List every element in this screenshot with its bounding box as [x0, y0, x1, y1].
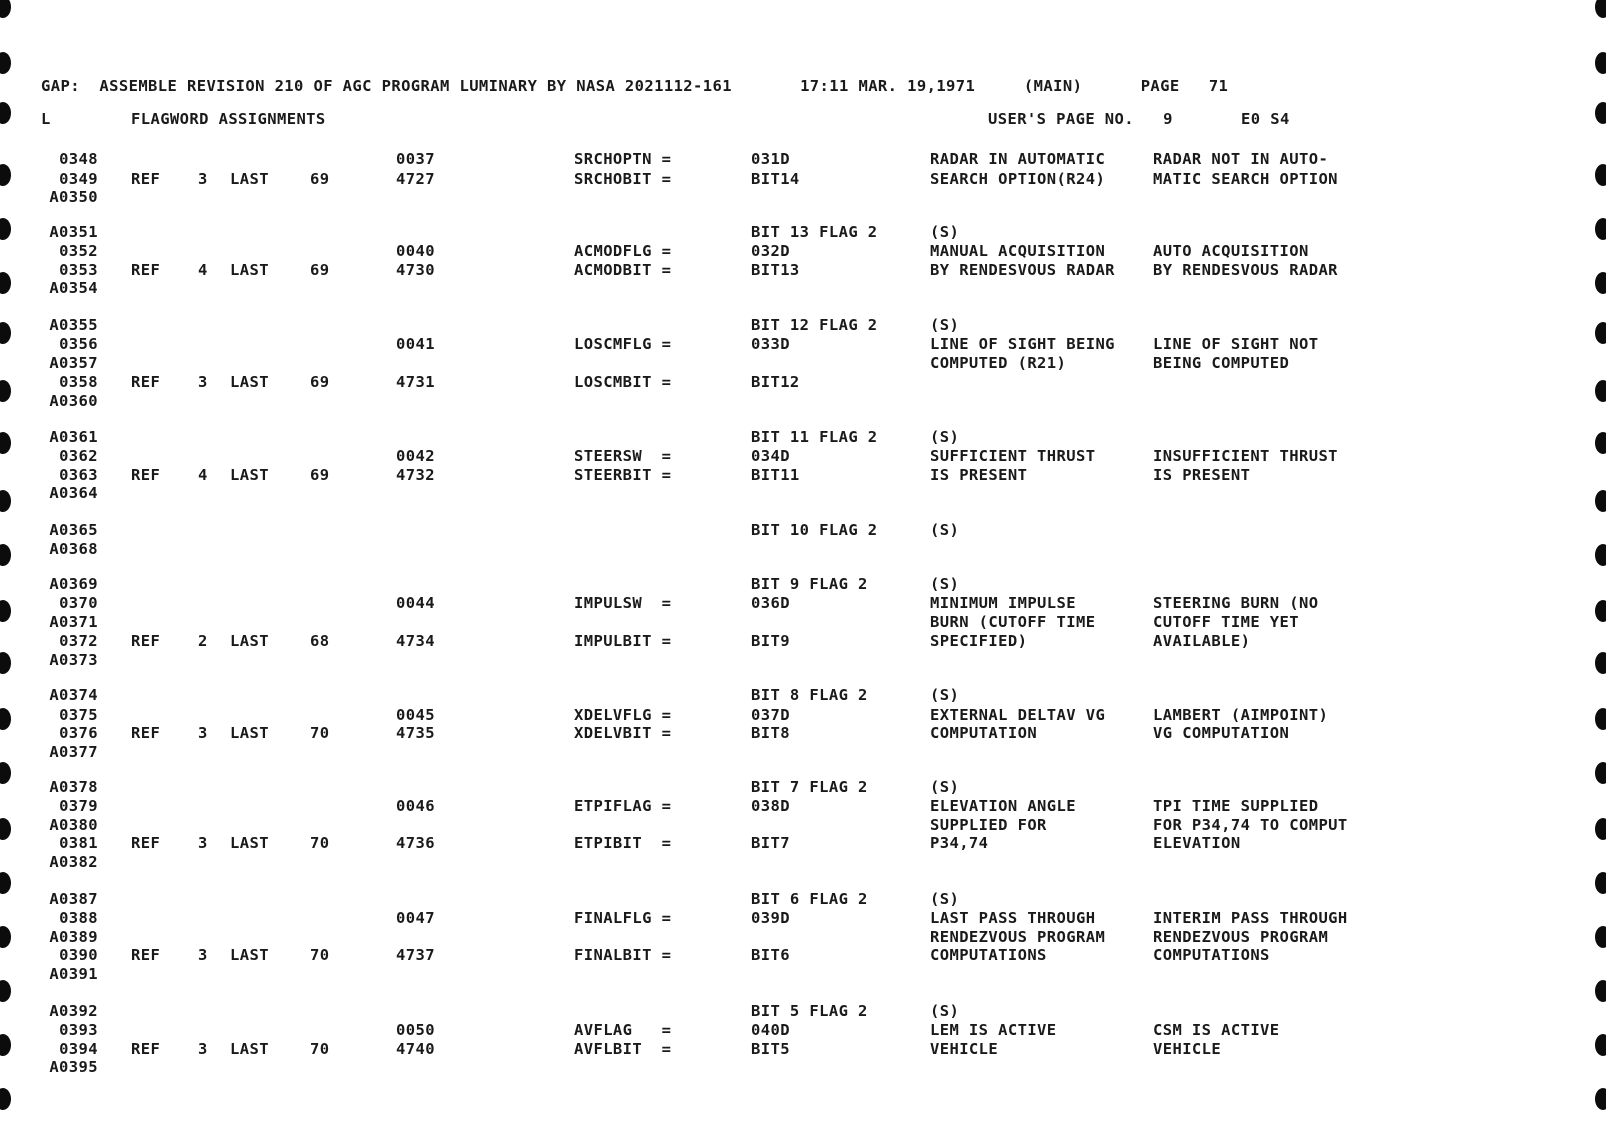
sequence-number: A0364: [49, 484, 98, 502]
last-label: LAST: [230, 946, 269, 964]
sequence-number: 0370: [59, 594, 98, 612]
comment-set: MINIMUM IMPULSE: [930, 594, 1076, 612]
sequence-number: A0373: [49, 651, 98, 669]
listing-line: [0, 724, 1606, 743]
listing-line: [0, 1021, 1606, 1040]
sequence-number: 0390: [59, 946, 98, 964]
column-l-label: L: [41, 110, 51, 128]
section-header: [0, 110, 1606, 129]
comment-reset: CUTOFF TIME YET: [1153, 613, 1299, 631]
last-label: LAST: [230, 466, 269, 484]
address: 0041: [396, 335, 435, 353]
last-page: 68: [310, 632, 330, 650]
address: 4734: [396, 632, 435, 650]
symbol-label: ETPIBIT =: [574, 834, 672, 852]
comment-set: ELEVATION ANGLE: [930, 797, 1076, 815]
last-page: 70: [310, 724, 330, 742]
address: 0050: [396, 1021, 435, 1039]
listing-line: [0, 316, 1606, 335]
operand: BIT9: [751, 632, 790, 650]
operand: 034D: [751, 447, 790, 465]
last-label: LAST: [230, 170, 269, 188]
operand: BIT 11 FLAG 2: [751, 428, 878, 446]
operand: BIT14: [751, 170, 800, 188]
comment-set: RENDEZVOUS PROGRAM: [930, 928, 1106, 946]
sequence-number: A0368: [49, 540, 98, 558]
ref-count: 3: [198, 834, 208, 852]
listing-line: [0, 150, 1606, 169]
ref-label: REF: [131, 466, 161, 484]
comment-set: SUPPLIED FOR: [930, 816, 1047, 834]
sequence-number: A0395: [49, 1058, 98, 1076]
operand: BIT 9 FLAG 2: [751, 575, 868, 593]
sequence-number: 0388: [59, 909, 98, 927]
sequence-number: 0394: [59, 1040, 98, 1058]
listing-line: [0, 484, 1606, 503]
sequence-number: 0356: [59, 335, 98, 353]
listing-line: [0, 373, 1606, 392]
sequence-number: 0362: [59, 447, 98, 465]
sequence-number: 0372: [59, 632, 98, 650]
operand: BIT 8 FLAG 2: [751, 686, 868, 704]
listing-line: [0, 261, 1606, 280]
comment-set: RADAR IN AUTOMATIC: [930, 150, 1106, 168]
ref-label: REF: [131, 170, 161, 188]
listing-line: [0, 706, 1606, 725]
listing-line: [0, 170, 1606, 189]
ref-count: 3: [198, 724, 208, 742]
comment-set: (S): [930, 575, 960, 593]
sequence-number: 0349: [59, 170, 98, 188]
comment-set: EXTERNAL DELTAV VG: [930, 706, 1106, 724]
listing-line: [0, 242, 1606, 261]
symbol-label: LOSCMFLG =: [574, 335, 672, 353]
ref-label: REF: [131, 946, 161, 964]
symbol-label: AVFLAG =: [574, 1021, 672, 1039]
comment-set: IS PRESENT: [930, 466, 1028, 484]
listing-line: [0, 743, 1606, 762]
symbol-label: IMPULBIT =: [574, 632, 672, 650]
listing-line: [0, 928, 1606, 947]
operand: 037D: [751, 706, 790, 724]
symbol-label: FINALFLG =: [574, 909, 672, 927]
comment-set: VEHICLE: [930, 1040, 999, 1058]
symbol-label: LOSCMBIT =: [574, 373, 672, 391]
operand: 040D: [751, 1021, 790, 1039]
header-line: GAP: ASSEMBLE REVISION 210 OF AGC PROGRAM LUMINARY BY NASA 2021112-161 17:11 MAR. 19,1971 (MAIN) PAGE 71: [41, 77, 1229, 95]
operand: BIT12: [751, 373, 800, 391]
comment-reset: RENDEZVOUS PROGRAM: [1153, 928, 1329, 946]
address: 0040: [396, 242, 435, 260]
ref-count: 4: [198, 466, 208, 484]
ref-count: 3: [198, 373, 208, 391]
listing-line: [0, 428, 1606, 447]
listing-line: [0, 632, 1606, 651]
comment-reset: LAMBERT (AIMPOINT): [1153, 706, 1329, 724]
comment-set: (S): [930, 223, 960, 241]
sequence-number: A0354: [49, 279, 98, 297]
listing-line: [0, 686, 1606, 705]
comment-reset: LINE OF SIGHT NOT: [1153, 335, 1319, 353]
listing-line: [0, 1040, 1606, 1059]
comment-reset: VG COMPUTATION: [1153, 724, 1290, 742]
comment-set: COMPUTATIONS: [930, 946, 1047, 964]
listing-line: [0, 816, 1606, 835]
last-page: 69: [310, 466, 330, 484]
listing-line: [0, 335, 1606, 354]
user-page-number: USER'S PAGE NO. 9 E0 S4: [988, 110, 1290, 128]
comment-reset: STEERING BURN (NO: [1153, 594, 1319, 612]
comment-set: SUFFICIENT THRUST: [930, 447, 1096, 465]
listing-line: [0, 965, 1606, 984]
ref-label: REF: [131, 1040, 161, 1058]
last-page: 70: [310, 1040, 330, 1058]
sequence-number: 0393: [59, 1021, 98, 1039]
comment-set: BURN (CUTOFF TIME: [930, 613, 1096, 631]
sequence-number: A0371: [49, 613, 98, 631]
comment-reset: RADAR NOT IN AUTO-: [1153, 150, 1329, 168]
ref-label: REF: [131, 373, 161, 391]
last-label: LAST: [230, 834, 269, 852]
listing-line: [0, 797, 1606, 816]
sequence-number: A0380: [49, 816, 98, 834]
sequence-number: 0353: [59, 261, 98, 279]
comment-set: LAST PASS THROUGH: [930, 909, 1096, 927]
section-title: FLAGWORD ASSIGNMENTS: [131, 110, 326, 128]
listing-header: [0, 77, 1606, 96]
symbol-label: AVFLBIT =: [574, 1040, 672, 1058]
address: 0042: [396, 447, 435, 465]
address: 0046: [396, 797, 435, 815]
comment-set: (S): [930, 521, 960, 539]
listing-line: [0, 834, 1606, 853]
operand: BIT11: [751, 466, 800, 484]
sequence-number: A0350: [49, 188, 98, 206]
operand: BIT7: [751, 834, 790, 852]
ref-label: REF: [131, 261, 161, 279]
operand: 033D: [751, 335, 790, 353]
address: 4727: [396, 170, 435, 188]
address: 4731: [396, 373, 435, 391]
last-label: LAST: [230, 373, 269, 391]
listing-line: [0, 946, 1606, 965]
listing-line: [0, 354, 1606, 373]
operand: 036D: [751, 594, 790, 612]
sequence-number: A0369: [49, 575, 98, 593]
address: 4730: [396, 261, 435, 279]
listing-line: [0, 1002, 1606, 1021]
last-page: 69: [310, 373, 330, 391]
operand: BIT5: [751, 1040, 790, 1058]
sequence-number: 0363: [59, 466, 98, 484]
comment-reset: VEHICLE: [1153, 1040, 1222, 1058]
listing-line: [0, 613, 1606, 632]
sequence-number: A0382: [49, 853, 98, 871]
ref-count: 3: [198, 170, 208, 188]
sequence-number: 0376: [59, 724, 98, 742]
sequence-number: A0355: [49, 316, 98, 334]
symbol-label: ACMODFLG =: [574, 242, 672, 260]
ref-count: 4: [198, 261, 208, 279]
comment-reset: CSM IS ACTIVE: [1153, 1021, 1280, 1039]
sequence-number: A0378: [49, 778, 98, 796]
operand: 031D: [751, 150, 790, 168]
comment-set: COMPUTATION: [930, 724, 1038, 742]
sequence-number: A0392: [49, 1002, 98, 1020]
symbol-label: SRCHOPTN =: [574, 150, 672, 168]
comment-set: BY RENDESVOUS RADAR: [930, 261, 1115, 279]
address: 4732: [396, 466, 435, 484]
listing-line: [0, 188, 1606, 207]
operand: 038D: [751, 797, 790, 815]
symbol-label: ACMODBIT =: [574, 261, 672, 279]
symbol-label: STEERBIT =: [574, 466, 672, 484]
sequence-number: 0352: [59, 242, 98, 260]
sequence-number: A0389: [49, 928, 98, 946]
operand: BIT13: [751, 261, 800, 279]
sequence-number: A0365: [49, 521, 98, 539]
comment-set: (S): [930, 1002, 960, 1020]
listing-line: [0, 909, 1606, 928]
last-page: 70: [310, 834, 330, 852]
listing-line: [0, 392, 1606, 411]
operand: 039D: [751, 909, 790, 927]
operand: BIT 6 FLAG 2: [751, 890, 868, 908]
sequence-number: A0351: [49, 223, 98, 241]
comment-reset: ELEVATION: [1153, 834, 1241, 852]
comment-reset: MATIC SEARCH OPTION: [1153, 170, 1338, 188]
sequence-number: 0381: [59, 834, 98, 852]
operand: BIT 5 FLAG 2: [751, 1002, 868, 1020]
comment-set: (S): [930, 778, 960, 796]
operand: BIT 13 FLAG 2: [751, 223, 878, 241]
listing-line: [0, 890, 1606, 909]
comment-set: (S): [930, 316, 960, 334]
listing-line: [0, 279, 1606, 298]
address: 4740: [396, 1040, 435, 1058]
listing-line: [0, 651, 1606, 670]
comment-set: (S): [930, 428, 960, 446]
listing-line: [0, 521, 1606, 540]
listing-line: [0, 778, 1606, 797]
listing-line: [0, 853, 1606, 872]
last-label: LAST: [230, 1040, 269, 1058]
operand: BIT 10 FLAG 2: [751, 521, 878, 539]
ref-label: REF: [131, 632, 161, 650]
comment-set: (S): [930, 686, 960, 704]
last-label: LAST: [230, 724, 269, 742]
operand: 032D: [751, 242, 790, 260]
symbol-label: STEERSW =: [574, 447, 672, 465]
comment-set: SEARCH OPTION(R24): [930, 170, 1106, 188]
sequence-number: 0358: [59, 373, 98, 391]
comment-reset: INSUFFICIENT THRUST: [1153, 447, 1338, 465]
listing-line: [0, 575, 1606, 594]
symbol-label: FINALBIT =: [574, 946, 672, 964]
symbol-label: IMPULSW =: [574, 594, 672, 612]
last-label: LAST: [230, 632, 269, 650]
sequence-number: 0379: [59, 797, 98, 815]
comment-set: P34,74: [930, 834, 989, 852]
comment-reset: AUTO ACQUISITION: [1153, 242, 1309, 260]
ref-count: 3: [198, 946, 208, 964]
address: 4735: [396, 724, 435, 742]
comment-set: MANUAL ACQUISITION: [930, 242, 1106, 260]
symbol-label: XDELVBIT =: [574, 724, 672, 742]
sequence-number: A0360: [49, 392, 98, 410]
sequence-number: 0375: [59, 706, 98, 724]
comment-reset: BY RENDESVOUS RADAR: [1153, 261, 1338, 279]
symbol-label: ETPIFLAG =: [574, 797, 672, 815]
comment-reset: FOR P34,74 TO COMPUT: [1153, 816, 1348, 834]
comment-set: COMPUTED (R21): [930, 354, 1067, 372]
listing-line: [0, 594, 1606, 613]
sequence-number: 0348: [59, 150, 98, 168]
address: 0047: [396, 909, 435, 927]
ref-count: 2: [198, 632, 208, 650]
comment-reset: COMPUTATIONS: [1153, 946, 1270, 964]
comment-reset: IS PRESENT: [1153, 466, 1251, 484]
comment-set: SPECIFIED): [930, 632, 1028, 650]
address: 0044: [396, 594, 435, 612]
comment-reset: AVAILABLE): [1153, 632, 1251, 650]
symbol-label: XDELVFLG =: [574, 706, 672, 724]
sequence-number: A0374: [49, 686, 98, 704]
address: 0037: [396, 150, 435, 168]
ref-label: REF: [131, 834, 161, 852]
ref-label: REF: [131, 724, 161, 742]
last-label: LAST: [230, 261, 269, 279]
address: 4737: [396, 946, 435, 964]
sequence-number: A0387: [49, 890, 98, 908]
listing-line: [0, 540, 1606, 559]
address: 4736: [396, 834, 435, 852]
last-page: 69: [310, 170, 330, 188]
comment-reset: INTERIM PASS THROUGH: [1153, 909, 1348, 927]
last-page: 69: [310, 261, 330, 279]
listing-line: [0, 223, 1606, 242]
comment-set: (S): [930, 890, 960, 908]
sequence-number: A0361: [49, 428, 98, 446]
last-page: 70: [310, 946, 330, 964]
comment-reset: TPI TIME SUPPLIED: [1153, 797, 1319, 815]
listing-line: [0, 466, 1606, 485]
listing-line: [0, 447, 1606, 466]
operand: BIT 7 FLAG 2: [751, 778, 868, 796]
comment-reset: BEING COMPUTED: [1153, 354, 1290, 372]
sequence-number: A0377: [49, 743, 98, 761]
ref-count: 3: [198, 1040, 208, 1058]
sequence-number: A0357: [49, 354, 98, 372]
comment-set: LEM IS ACTIVE: [930, 1021, 1057, 1039]
operand: BIT6: [751, 946, 790, 964]
symbol-label: SRCHOBIT =: [574, 170, 672, 188]
comment-set: LINE OF SIGHT BEING: [930, 335, 1115, 353]
sequence-number: A0391: [49, 965, 98, 983]
address: 0045: [396, 706, 435, 724]
operand: BIT 12 FLAG 2: [751, 316, 878, 334]
operand: BIT8: [751, 724, 790, 742]
listing-line: [0, 1058, 1606, 1077]
